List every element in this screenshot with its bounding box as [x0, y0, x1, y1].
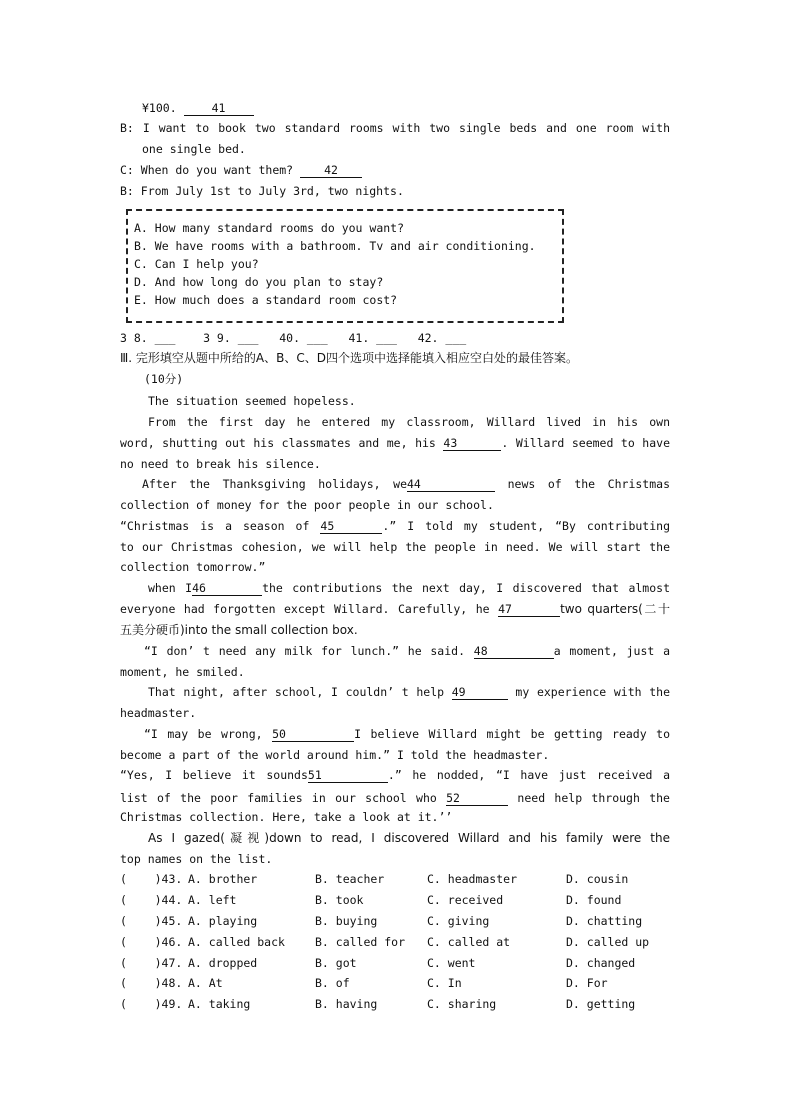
p4a-pre: “Christmas is a season of	[120, 519, 310, 533]
choice-c[interactable]: C. called at	[427, 935, 511, 949]
para-9a	[120, 768, 670, 783]
question-number: ( )48.	[120, 976, 183, 990]
p7a-pre: That night, after school, I couldn’ t help	[148, 685, 445, 699]
blank-51: 51	[308, 768, 388, 783]
para-1: The situation seemed hopeless.	[148, 394, 356, 408]
question-48	[120, 976, 680, 990]
question-number: ( )45.	[120, 914, 183, 928]
p9b-post: need help through the	[517, 791, 670, 805]
para-7a	[148, 685, 670, 700]
p8a-pre: “I may be wrong,	[144, 727, 263, 741]
para-5b	[120, 602, 670, 617]
choice-c[interactable]: C. giving	[427, 914, 490, 928]
section-points: (10分)	[144, 372, 184, 386]
para-2a: From the first day he entered my classroom, Willard lived in his own	[148, 415, 670, 429]
option-b: B. We have rooms with a bathroom. Tv and air conditioning.	[134, 239, 536, 253]
choice-c[interactable]: C. went	[427, 956, 476, 970]
question-number: ( )49.	[120, 997, 183, 1011]
para-7b: headmaster.	[120, 706, 197, 720]
p8a-post: I believe Willard might be getting ready to	[354, 727, 670, 741]
choice-a[interactable]: A. called back	[188, 935, 285, 949]
p9a-pre: “Yes, I believe it sounds	[120, 768, 308, 782]
p10a-text: As I gazed(凝视)down to read, I discovered Willard and his family were the	[148, 831, 670, 845]
choice-b[interactable]: B. got	[315, 956, 357, 970]
question-number: ( )47.	[120, 956, 183, 970]
p9b-pre: list of the poor families in our school who	[120, 791, 437, 805]
c-text: C: When do you want them?	[120, 163, 294, 177]
choice-c[interactable]: C. headmaster	[427, 872, 518, 886]
p5b-post: two quarters(二十	[560, 602, 670, 616]
price-line	[142, 101, 254, 116]
choice-d[interactable]: D. chatting	[566, 914, 643, 928]
para-4b: to our Christmas cohesion, we will help the people in need. We will start the	[120, 540, 670, 554]
option-e: E. How much does a standard room cost?	[134, 293, 398, 307]
choice-c[interactable]: C. sharing	[427, 997, 497, 1011]
para-10a	[148, 831, 670, 845]
p9a-post: .” he nodded, “I have just received a	[387, 768, 670, 782]
choice-a[interactable]: A. left	[188, 893, 237, 907]
p5b-pre: everyone had forgotten except Willard. Carefully, he	[120, 602, 490, 616]
choice-d[interactable]: D. called up	[566, 935, 650, 949]
para-8a	[144, 727, 670, 742]
choice-b[interactable]: B. took	[315, 893, 364, 907]
p2b-post: . Willard seemed to have	[501, 436, 670, 450]
question-number: ( )43.	[120, 872, 183, 886]
choice-b[interactable]: B. having	[315, 997, 378, 1011]
question-46	[120, 935, 680, 949]
blank-43: 43	[443, 436, 501, 451]
question-44	[120, 893, 680, 907]
para-8b: become a part of the world around him.” I told the headmaster.	[120, 748, 550, 762]
choice-c[interactable]: C. received	[427, 893, 504, 907]
p5a-post: the contributions the next day, I discovered that almost	[262, 581, 670, 595]
price-text: ¥100.	[142, 101, 177, 115]
option-a: A. How many standard rooms do you want?	[134, 221, 405, 235]
blank-42: 42	[300, 163, 362, 178]
para-2c: no need to break his silence.	[120, 457, 321, 471]
choice-d[interactable]: D. For	[566, 976, 608, 990]
choice-a[interactable]: A. dropped	[188, 956, 258, 970]
question-43	[120, 872, 680, 886]
question-45	[120, 914, 680, 928]
question-49	[120, 997, 680, 1011]
choice-b[interactable]: B. of	[315, 976, 350, 990]
choice-a[interactable]: A. At	[188, 976, 223, 990]
p7a-post: my experience with the	[515, 685, 670, 699]
choice-a[interactable]: A. brother	[188, 872, 258, 886]
choice-a[interactable]: A. taking	[188, 997, 251, 1011]
choice-d[interactable]: D. cousin	[566, 872, 629, 886]
choice-b[interactable]: B. buying	[315, 914, 378, 928]
blank-41: 41	[184, 101, 254, 116]
blank-44: 44	[407, 477, 495, 492]
choice-b[interactable]: B. called for	[315, 935, 406, 949]
para-2b	[120, 436, 670, 451]
question-number: ( )44.	[120, 893, 183, 907]
para-3a	[142, 477, 670, 492]
dialog-b-line2: B: From July 1st to July 3rd, two nights.	[120, 184, 404, 198]
choice-c[interactable]: C. In	[427, 976, 462, 990]
question-number: ( )46.	[120, 935, 183, 949]
para-6b: moment, he smiled.	[120, 665, 245, 679]
para-9c: Christmas collection. Here, take a look at it.’’	[120, 810, 453, 824]
option-d: D. And how long do you plan to stay?	[134, 275, 384, 289]
p3a-pre: After the Thanksgiving holidays, we	[142, 477, 407, 491]
para-5a	[148, 581, 670, 596]
blank-46: 46	[192, 581, 262, 596]
choice-b[interactable]: B. teacher	[315, 872, 385, 886]
choice-d[interactable]: D. found	[566, 893, 622, 907]
choice-a[interactable]: A. playing	[188, 914, 258, 928]
dialog-c-line	[120, 163, 362, 178]
para-4c: collection tomorrow.”	[120, 560, 266, 574]
p2b-pre: word, shutting out his classmates and me, his	[120, 436, 436, 450]
para-3b: collection of money for the poor people in our school.	[120, 498, 494, 512]
blank-49: 49	[452, 685, 508, 700]
p6a-post: a moment, just a	[553, 644, 670, 658]
choice-d[interactable]: D. getting	[566, 997, 636, 1011]
blank-48: 48	[474, 644, 554, 659]
para-9b	[120, 791, 670, 806]
para-5c: 五美分硬币)into the small collection box.	[120, 623, 358, 637]
p6a-pre: “I don’ t need any milk for lunch.” he said.	[144, 644, 466, 658]
choice-d[interactable]: D. changed	[566, 956, 636, 970]
p3a-post: news of the Christmas	[507, 477, 670, 491]
question-47	[120, 956, 680, 970]
para-10b: top names on the list.	[120, 852, 273, 866]
section-heading: Ⅲ. 完形填空从题中所给的A、B、C、D四个选项中选择能填入相应空白处的最佳答案。	[120, 351, 578, 365]
dialog-b-line1: B: I want to book two standard rooms with two single beds and one room with	[120, 121, 670, 135]
options-box	[126, 209, 564, 323]
p5a-pre: when I	[148, 581, 193, 595]
blank-45: 45	[320, 519, 382, 534]
blank-52: 52	[446, 791, 508, 806]
para-6a	[144, 644, 670, 659]
option-c: C. Can I help you?	[134, 257, 259, 271]
dialog-b-line1-cont: one single bed.	[142, 142, 246, 156]
blank-47: 47	[498, 602, 560, 617]
p4a-post: .” I told my student, “By contributing	[382, 519, 670, 533]
answer-line: 3 8. ___ 3 9. ___ 40. ___ 41. ___ 42. ___	[120, 331, 467, 345]
blank-50: 50	[272, 727, 354, 742]
para-4a	[120, 519, 670, 534]
